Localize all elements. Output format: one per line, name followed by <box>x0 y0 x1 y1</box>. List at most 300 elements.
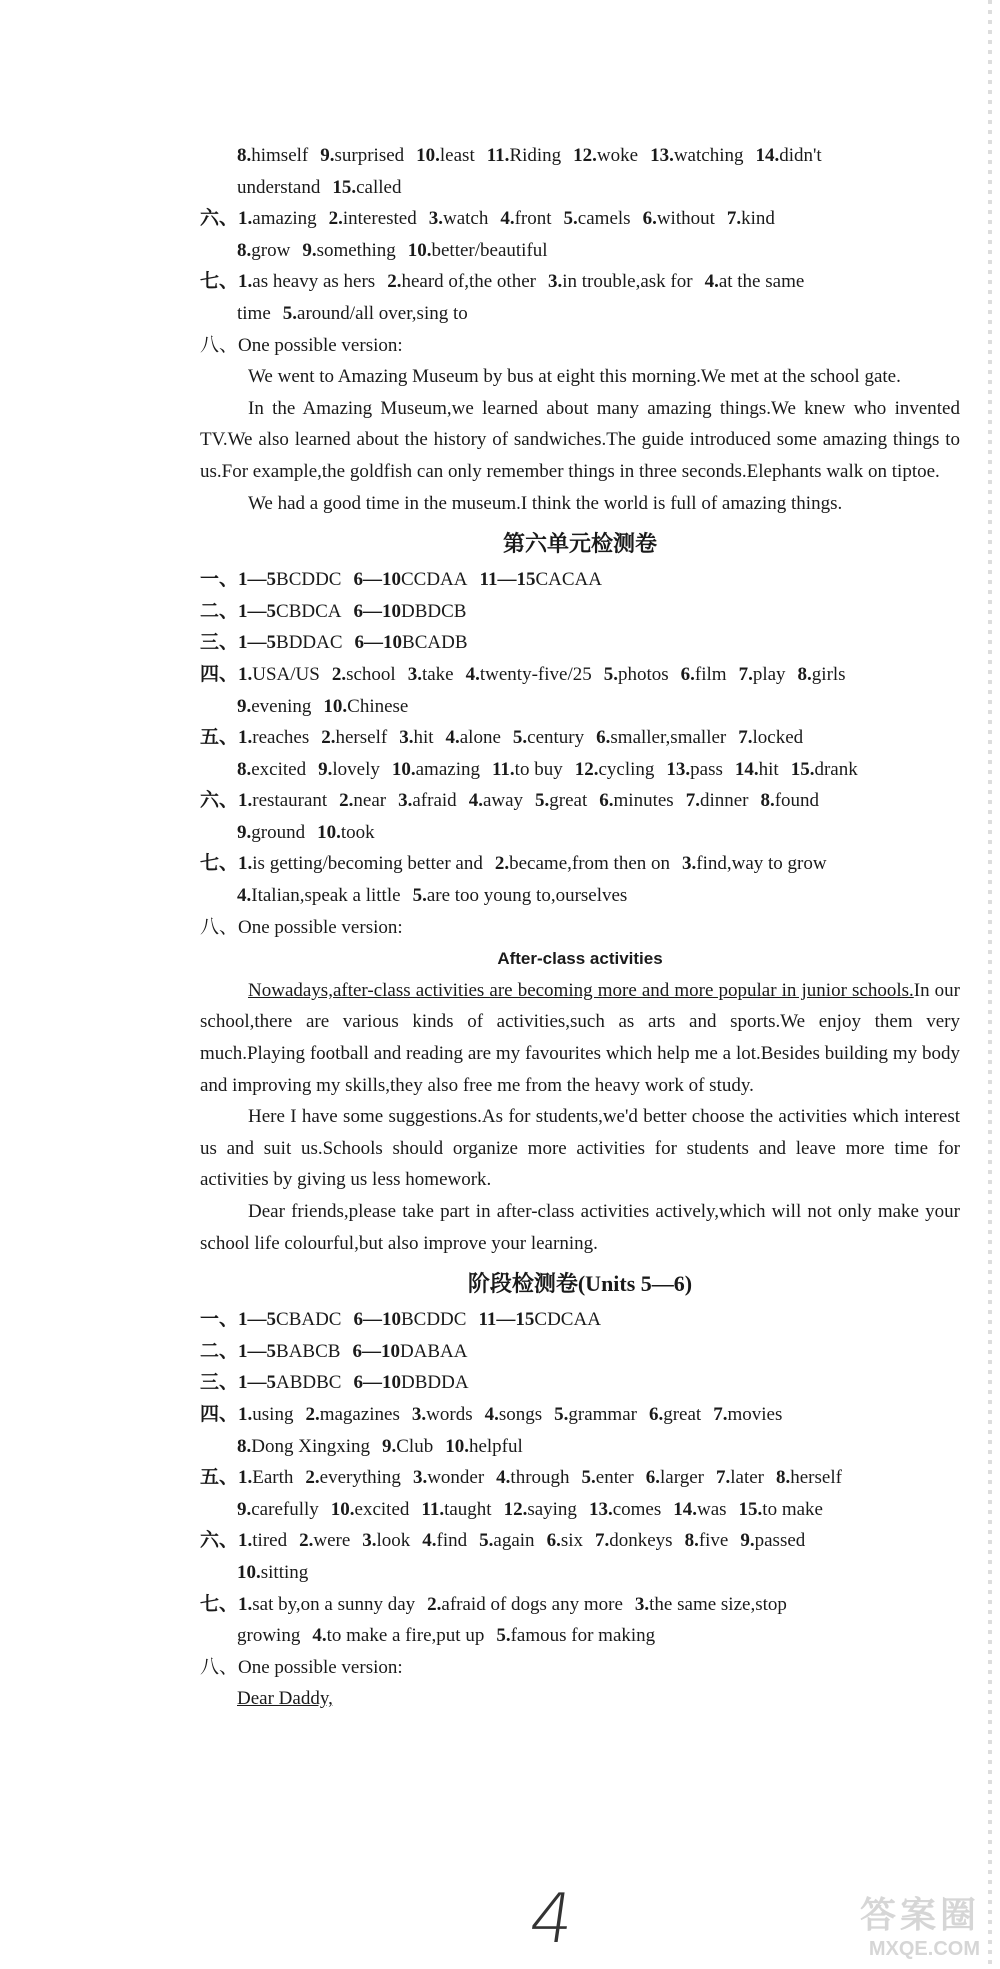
answer-text: great <box>549 790 588 812</box>
answer-text: interested <box>342 208 417 230</box>
answer-item <box>237 177 320 198</box>
answer-number: 6. <box>546 1530 561 1552</box>
answer-text: carefully <box>251 1498 319 1520</box>
answer-line <box>200 298 960 330</box>
answer-number: 7. <box>595 1530 610 1552</box>
answer-item <box>485 1404 543 1425</box>
answer-number: 5. <box>479 1530 494 1552</box>
answer-number: 9. <box>302 239 317 261</box>
answer-text: hit <box>413 727 434 749</box>
answer-page <box>200 140 960 1715</box>
answer-line <box>200 722 960 754</box>
answer-number: 11. <box>421 1498 445 1520</box>
watermark-url: MXQE.COM <box>868 1938 980 1960</box>
answer-number: 6. <box>642 208 657 230</box>
answer-number: 一、1—5 <box>200 1309 277 1331</box>
answer-text: as heavy as hers <box>252 271 376 293</box>
answer-number: 5. <box>496 1625 511 1647</box>
answer-number: 五、1. <box>200 727 253 749</box>
answer-item <box>237 759 306 780</box>
answer-text: hit <box>758 758 779 780</box>
answer-item <box>408 664 454 685</box>
answer-item <box>643 208 715 229</box>
answer-number: 七、1. <box>200 1593 253 1615</box>
section-label: 八、One possible version: <box>200 916 403 938</box>
answer-text: cycling <box>598 758 655 780</box>
answer-item <box>573 145 638 166</box>
answer-number: 5. <box>603 663 618 685</box>
answer-item <box>446 727 501 748</box>
top-section <box>200 140 960 519</box>
answer-item <box>318 759 380 780</box>
essay-text: In our school,there are various kinds of activities,such as arts and sports.We enjoy them very much.Playing football and reading are my favourites which help me a lot.Besides building my body and improving my skills,they also free me from the heavy work of study. <box>200 979 960 1096</box>
answer-number: 五、1. <box>200 1467 253 1489</box>
answer-item <box>500 208 551 229</box>
answer-number: 5. <box>554 1403 569 1425</box>
answer-item <box>554 1404 637 1425</box>
answer-text: comes <box>612 1498 662 1520</box>
answer-text: minutes <box>613 790 674 812</box>
answer-line <box>200 627 960 659</box>
answer-number: 6—10 <box>353 1372 401 1394</box>
answer-item <box>582 1467 634 1488</box>
answer-number: 6. <box>680 663 695 685</box>
answer-text: around/all over,sing to <box>297 302 468 324</box>
answer-number: 11—15 <box>479 569 536 591</box>
answer-item <box>575 759 655 780</box>
answer-text: Riding <box>509 145 562 166</box>
answer-text: found <box>774 790 820 812</box>
answer-item <box>362 1530 410 1551</box>
answer-number: 2. <box>328 208 343 230</box>
essay-paragraph: Dear friends,please take part in after-class activities actively,which will not only make your school life colourful,but also improve your learning. <box>200 1201 960 1254</box>
answer-item <box>713 1404 782 1425</box>
answer-text: dinner <box>699 790 749 812</box>
answer-number: 7. <box>685 790 700 812</box>
answer-number: 13. <box>588 1498 613 1520</box>
answer-item <box>492 759 563 780</box>
answer-number: 2. <box>387 271 402 293</box>
watermark-logo <box>780 1887 980 1959</box>
answer-item <box>666 759 722 780</box>
answer-item <box>547 1530 583 1551</box>
answer-item <box>496 1467 569 1488</box>
answer-number: 4. <box>237 885 252 907</box>
answer-text: understand <box>237 176 321 198</box>
answer-item <box>200 1530 287 1551</box>
answer-item <box>429 208 489 229</box>
underlined-sentence: Nowadays,after-class activities are becoming more and more popular in junior schools. <box>248 979 914 1001</box>
answer-text: alone <box>459 727 501 749</box>
answer-item <box>776 1467 842 1488</box>
answer-number: 8. <box>776 1467 791 1489</box>
answer-line <box>200 1336 960 1368</box>
answer-text: CACAA <box>535 569 602 591</box>
answer-item <box>200 1467 293 1488</box>
answer-item <box>681 664 727 685</box>
answer-number: 5. <box>535 790 550 812</box>
answer-line <box>200 596 960 628</box>
answer-text: girls <box>811 663 846 685</box>
answer-text: larger <box>660 1467 704 1489</box>
answer-item <box>399 727 433 748</box>
answer-number: 六、1. <box>200 790 253 812</box>
answer-text: is getting/becoming better and <box>252 853 483 875</box>
answer-text: watch <box>442 208 489 230</box>
answer-item <box>740 1530 805 1551</box>
answer-line <box>200 203 960 235</box>
answer-line <box>200 1367 960 1399</box>
answer-line <box>200 172 960 204</box>
answer-text: BABCB <box>276 1340 341 1362</box>
answer-item <box>312 1625 484 1646</box>
answer-item <box>604 664 669 685</box>
answer-number: 3. <box>398 790 413 812</box>
answer-number: 10. <box>445 1435 469 1457</box>
answer-item <box>332 664 396 685</box>
answer-number: 4. <box>465 663 480 685</box>
answer-number: 5. <box>581 1467 596 1489</box>
answer-item <box>387 271 536 292</box>
answer-item <box>480 569 602 590</box>
answer-item <box>738 727 803 748</box>
answer-text: CDCAA <box>534 1309 601 1331</box>
answer-number: 15. <box>790 758 815 780</box>
stage-section <box>200 1304 960 1715</box>
answer-item <box>305 1404 399 1425</box>
answer-item <box>735 759 779 780</box>
answer-text: lovely <box>332 758 380 780</box>
answer-text: to make a fire,put up <box>326 1625 485 1647</box>
answer-item <box>352 1341 467 1362</box>
answer-item <box>200 664 320 685</box>
answer-line <box>200 1525 960 1557</box>
answer-text: DBDDA <box>400 1372 469 1394</box>
answer-item <box>466 664 592 685</box>
page-number: 4 <box>524 1880 579 1959</box>
answer-text: Chinese <box>347 695 409 717</box>
answer-text: at the same <box>718 271 805 293</box>
answer-text: amazing <box>252 208 317 230</box>
answer-text: BCADB <box>402 632 468 654</box>
answer-number: 4. <box>496 1467 511 1489</box>
answer-text: front <box>514 208 552 230</box>
answer-number: 2. <box>299 1530 314 1552</box>
answer-text: least <box>439 145 475 166</box>
answer-item <box>421 1499 491 1520</box>
answer-number: 5. <box>512 727 528 749</box>
answer-item <box>353 569 467 590</box>
answer-text: famous for making <box>510 1625 656 1647</box>
answer-item <box>686 790 749 811</box>
answer-item <box>237 1499 319 1520</box>
answer-item <box>412 1404 473 1425</box>
answer-number: 8. <box>684 1530 699 1552</box>
answer-text: himself <box>251 145 309 166</box>
answer-number: 9. <box>320 145 335 166</box>
answer-line <box>200 266 960 298</box>
section-label: 八、One possible version: <box>200 334 403 356</box>
answer-text: songs <box>498 1403 543 1425</box>
answer-text: restaurant <box>252 790 328 812</box>
answer-number: 2. <box>339 790 354 812</box>
answer-text: Italian,speak a little <box>251 885 401 907</box>
answer-text: heard of,the other <box>401 271 536 293</box>
answer-item <box>595 1530 673 1551</box>
answer-text: everything <box>319 1467 401 1489</box>
answer-item <box>331 1499 410 1520</box>
answer-number: 三、1—5 <box>200 1372 277 1394</box>
answer-item <box>200 271 375 292</box>
answer-text: BDDAC <box>276 632 343 654</box>
answer-number: 5. <box>282 302 298 324</box>
essay-title: After-class activities <box>497 949 663 969</box>
answer-line <box>200 564 960 596</box>
answer-text: sat by,on a sunny day <box>252 1593 416 1615</box>
answer-line <box>200 880 960 912</box>
answer-text: were <box>313 1530 351 1552</box>
letter-salutation: Dear Daddy, <box>237 1688 333 1710</box>
answer-text: magazines <box>319 1403 400 1425</box>
answer-number: 3. <box>634 1593 650 1615</box>
section-title: 阶段检测卷(Units 5—6) <box>467 1271 693 1297</box>
answer-item <box>200 569 341 590</box>
answer-text: to make <box>762 1498 823 1520</box>
answer-item <box>496 1625 655 1646</box>
answer-number: 4. <box>312 1625 327 1647</box>
answer-line <box>200 235 960 267</box>
answer-text: near <box>353 790 387 812</box>
answer-number: 2. <box>331 663 347 685</box>
answer-item <box>705 271 805 292</box>
answer-text: reaches <box>252 727 310 749</box>
answer-item <box>320 145 404 166</box>
answer-text: later <box>730 1467 764 1489</box>
answer-item <box>339 790 386 811</box>
answer-number: 14. <box>673 1498 697 1520</box>
answer-text: drank <box>814 758 858 780</box>
answer-item <box>798 664 846 685</box>
answer-item <box>791 759 858 780</box>
answer-number: 2. <box>427 1593 442 1615</box>
answer-item <box>200 1404 293 1425</box>
answer-item <box>283 303 468 324</box>
answer-text: didn't <box>779 145 822 166</box>
answer-number: 四、1. <box>200 663 253 685</box>
answer-item <box>495 853 670 874</box>
section-title: 第六单元检测卷 <box>502 531 657 557</box>
answer-text: Earth <box>252 1467 294 1489</box>
answer-text: growing <box>237 1625 301 1647</box>
answer-line <box>200 817 960 849</box>
answer-text: school <box>346 663 396 685</box>
answer-number: 11—15 <box>478 1309 535 1331</box>
answer-item <box>596 727 726 748</box>
answer-line <box>200 659 960 691</box>
answer-number: 7. <box>738 727 753 749</box>
essay-paragraph: We went to Amazing Museum by bus at eight this morning.We met at the school gate. <box>248 366 901 388</box>
answer-text: grow <box>251 239 291 261</box>
answer-number: 6—10 <box>353 569 401 591</box>
answer-text: through <box>510 1467 570 1489</box>
answer-text: BCDDC <box>276 569 342 591</box>
answer-item <box>355 632 468 653</box>
answer-item <box>317 822 375 843</box>
answer-item <box>445 1436 523 1457</box>
answer-line <box>200 140 960 172</box>
answer-item <box>200 1309 341 1330</box>
answer-line <box>200 1462 960 1494</box>
answer-text: using <box>252 1403 294 1425</box>
answer-number: 二、1—5 <box>200 600 277 622</box>
answer-text: five <box>698 1530 729 1552</box>
answer-item <box>237 696 311 717</box>
answer-item <box>237 1562 308 1583</box>
answer-number: 七、1. <box>200 271 253 293</box>
answer-item <box>535 790 587 811</box>
essay <box>200 361 960 519</box>
answer-line <box>200 848 960 880</box>
answer-text: CBDCA <box>276 600 342 622</box>
answer-item <box>237 1625 300 1646</box>
answer-number: 3. <box>362 1530 377 1552</box>
answer-item <box>635 1594 787 1615</box>
answer-item <box>200 1372 341 1393</box>
answer-number: 2. <box>494 853 510 875</box>
answer-text: kind <box>741 208 775 230</box>
answer-line <box>200 1589 960 1621</box>
answer-text: became,from then on <box>509 853 671 875</box>
answer-number: 7. <box>726 208 742 230</box>
answer-text: the same size,stop <box>649 1593 787 1615</box>
answer-item <box>413 885 628 906</box>
answer-text: saying <box>527 1498 577 1520</box>
answer-item <box>416 145 475 166</box>
answer-number: 15. <box>332 176 357 198</box>
answer-text: without <box>656 208 715 230</box>
answer-text: ABDBC <box>276 1372 342 1394</box>
answer-number: 6—10 <box>353 600 401 622</box>
answer-text: herself <box>790 1467 842 1489</box>
answer-number: 11. <box>486 145 510 166</box>
answer-number: 六、1. <box>200 1530 253 1552</box>
answer-text: was <box>696 1498 727 1520</box>
answer-item <box>427 1594 623 1615</box>
answer-item <box>739 664 786 685</box>
answer-text: words <box>426 1403 473 1425</box>
answer-text: camels <box>577 208 631 230</box>
answer-item <box>305 1467 401 1488</box>
watermark-text: 答案圈 <box>859 1894 980 1935</box>
answer-item <box>548 271 693 292</box>
answer-text: grammar <box>568 1403 637 1425</box>
answer-number: 4. <box>500 208 515 230</box>
answer-item <box>200 853 483 874</box>
answer-text: photos <box>617 663 669 685</box>
answer-number: 3. <box>399 727 414 749</box>
answer-number: 9. <box>237 1498 252 1520</box>
answer-text: ground <box>251 821 306 843</box>
answer-text: better/beautiful <box>431 239 548 261</box>
answer-number: 4. <box>445 727 460 749</box>
answer-number: 2. <box>305 1467 320 1489</box>
answer-item <box>200 601 341 622</box>
answer-number: 6—10 <box>354 632 403 654</box>
answer-item <box>478 1309 600 1330</box>
answer-line <box>200 691 960 723</box>
answer-number: 7. <box>713 1403 728 1425</box>
answer-item <box>685 1530 729 1551</box>
answer-number: 二、1—5 <box>200 1340 277 1362</box>
answer-number: 4. <box>704 271 719 293</box>
answer-number: 8. <box>237 1435 252 1457</box>
answer-text: watching <box>673 145 744 166</box>
answer-number: 3. <box>428 208 443 230</box>
answer-item <box>353 1309 466 1330</box>
answer-number: 14. <box>734 758 759 780</box>
answer-number: 2. <box>305 1403 320 1425</box>
answer-number: 9. <box>237 695 252 717</box>
answer-text: CBADC <box>276 1309 342 1331</box>
answer-number: 15. <box>738 1498 763 1520</box>
answer-text: CCDAA <box>400 569 468 591</box>
answer-number: 10. <box>317 821 341 843</box>
answer-number: 3. <box>682 853 697 875</box>
answer-line <box>200 1620 960 1652</box>
answer-text: called <box>356 176 402 198</box>
answer-text: in trouble,ask for <box>562 271 693 293</box>
answer-text: great <box>663 1403 702 1425</box>
answer-text: herself <box>335 727 388 749</box>
answer-item <box>299 1530 350 1551</box>
answer-number: 13. <box>666 758 691 780</box>
answer-item <box>237 145 308 166</box>
section-label: 八、One possible version: <box>200 1656 403 1678</box>
answer-text: Dong Xingxing <box>251 1435 370 1457</box>
answer-item <box>760 790 819 811</box>
answer-line <box>200 1494 960 1526</box>
answer-text: wonder <box>427 1467 485 1489</box>
answer-text: pass <box>690 758 723 780</box>
answer-text: Club <box>396 1435 434 1457</box>
essay-paragraph <box>200 975 960 1101</box>
answer-number: 6—10 <box>353 1309 401 1331</box>
answer-item <box>413 1467 484 1488</box>
answer-text: excited <box>354 1498 410 1520</box>
answer-item <box>200 1341 340 1362</box>
answer-item <box>237 885 401 906</box>
answer-item <box>353 1372 468 1393</box>
page-edge <box>988 0 992 1969</box>
answer-number: 3. <box>407 663 422 685</box>
answer-item <box>469 790 523 811</box>
answer-number: 六、1. <box>200 208 253 230</box>
answer-item <box>673 1499 726 1520</box>
answer-text: find <box>436 1530 468 1552</box>
answer-text: again <box>493 1530 535 1552</box>
answer-text: amazing <box>415 758 480 780</box>
answer-item <box>323 696 408 717</box>
answer-item <box>200 1594 415 1615</box>
unit6-section <box>200 564 960 1259</box>
answer-number: 一、1—5 <box>200 569 277 591</box>
answer-text: enter <box>595 1467 634 1489</box>
answer-line <box>200 1431 960 1463</box>
answer-text: smaller,smaller <box>610 727 727 749</box>
answer-item <box>200 790 327 811</box>
answer-text: DBDCB <box>400 600 467 622</box>
answer-number: 6. <box>648 1403 664 1425</box>
